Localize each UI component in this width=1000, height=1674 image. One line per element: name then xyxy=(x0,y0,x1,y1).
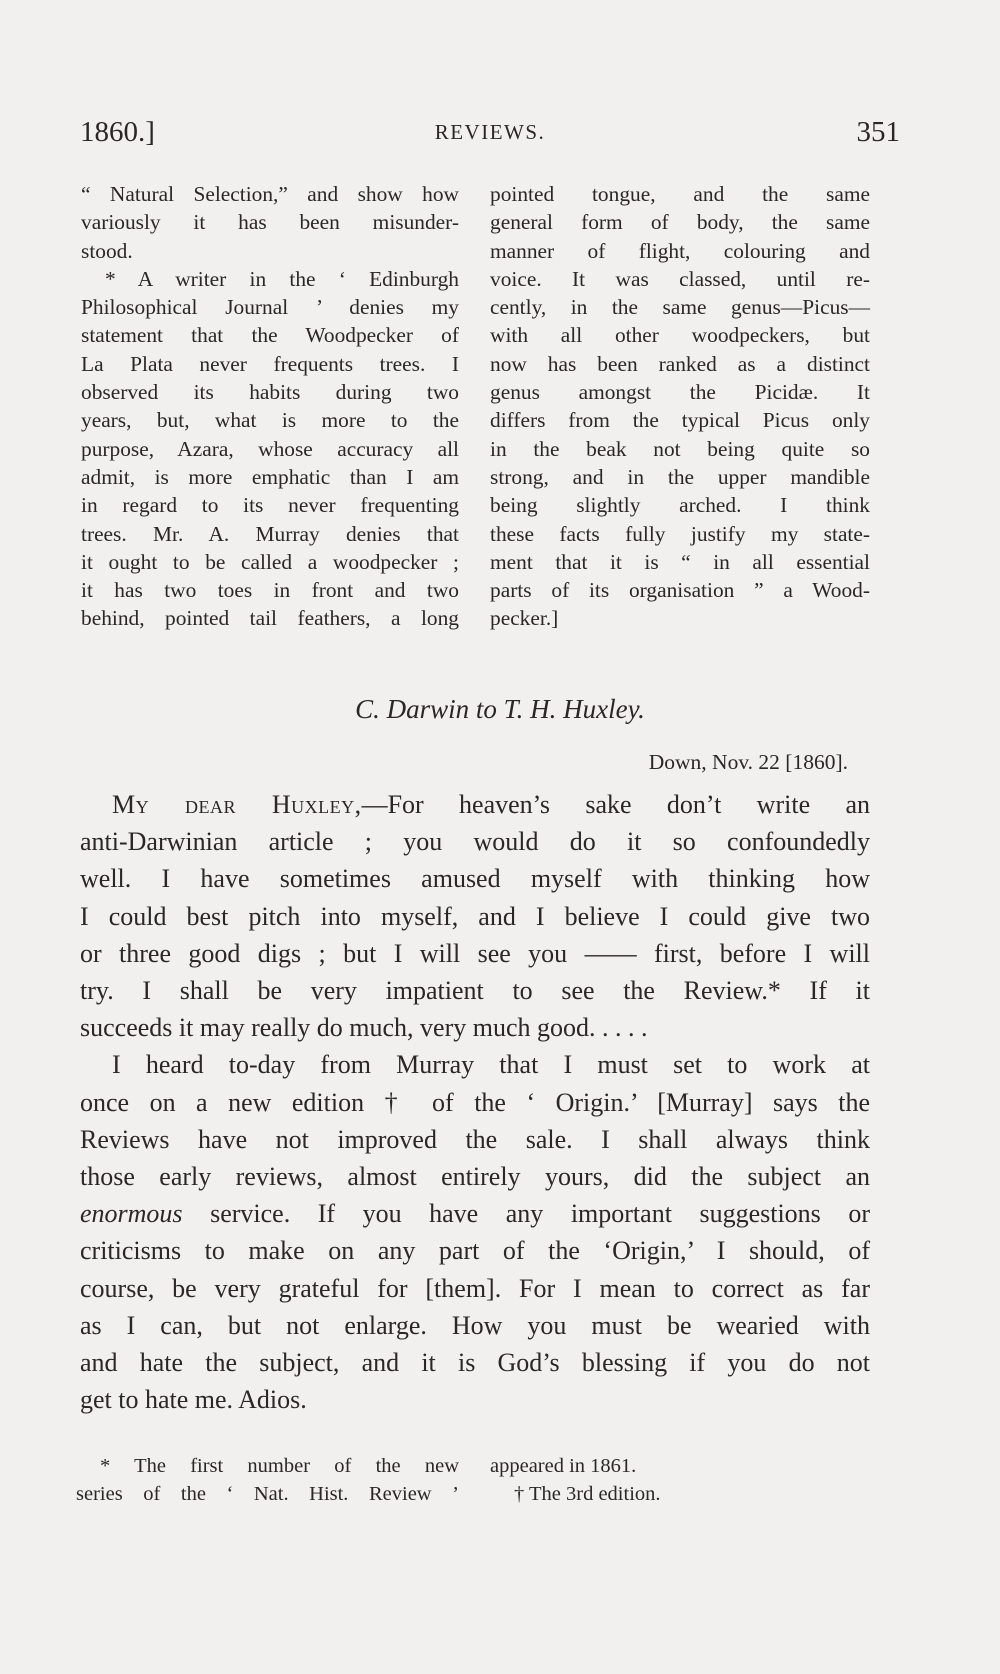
text-line: genus amongst the Picidæ. It xyxy=(490,380,870,405)
salutation: My dear Huxley, xyxy=(112,790,362,819)
running-head-title: REVIEWS. xyxy=(434,120,546,144)
text-line: Reviews have not improved the sale. I shall always think xyxy=(80,1124,870,1154)
text-line: as I can, but not enlarge. How you must be wearied with xyxy=(80,1310,870,1340)
text-line: those early reviews, almost entirely yours, did the subject an xyxy=(80,1162,870,1192)
footnote-left xyxy=(76,1452,459,1508)
text-line: voice. It was classed, until re- xyxy=(490,266,870,291)
text-line: I could best pitch into myself, and I believe I could give two xyxy=(80,901,870,931)
text-line: parts of its organisation ” a Wood- xyxy=(490,578,870,603)
text-line: succeeds it may really do much, very much good. . . . . xyxy=(80,1013,648,1043)
text-line: appeared in 1861. xyxy=(490,1455,637,1477)
text-line: cently, in the same genus—Picus— xyxy=(490,295,870,320)
text-line: criticisms to make on any part of the ‘Origin,’ I should, of xyxy=(80,1236,870,1266)
letter-heading: C. Darwin to T. H. Huxley. xyxy=(355,694,645,724)
text-line: I heard to-day from Murray that I must set to work at xyxy=(112,1050,870,1080)
text-line: get to hate me. Adios. xyxy=(80,1385,307,1415)
text-line: course, be very grateful for [them]. For I mean to correct as far xyxy=(80,1273,870,1303)
running-head-year: 1860.] xyxy=(80,116,155,148)
text-line: or three good digs ; but I will see you —— first, before I will xyxy=(80,938,870,968)
running-head xyxy=(80,112,900,152)
text-line: try. I shall be very impatient to see the Review.* If it xyxy=(80,976,870,1006)
text-line: and hate the subject, and it is God’s blessing if you do not xyxy=(80,1348,870,1378)
text-line xyxy=(80,1195,870,1232)
text-line: * A writer in the ‘ Edinburgh xyxy=(105,266,459,291)
text-line: pointed tongue, and the same xyxy=(490,182,870,206)
letter-dateline: Down, Nov. 22 [1860]. xyxy=(648,750,848,774)
text-line: being slightly arched. I think xyxy=(490,493,870,518)
text-run: service. If you have any important suggestions or xyxy=(182,1199,870,1229)
text-line: series of the ‘ Nat. Hist. Review ’ xyxy=(76,1483,459,1505)
text-line: in regard to its never frequenting xyxy=(81,493,459,518)
text-line: admit, is more emphatic than I am xyxy=(81,464,459,489)
text-line: these facts fully justify my state- xyxy=(490,521,870,546)
text-line: Philosophical Journal ’ denies my xyxy=(81,295,459,320)
text-line: it ought to be called a woodpecker ; xyxy=(81,549,459,574)
text-line: years, but, what is more to the xyxy=(81,408,459,433)
footnote-right xyxy=(490,1452,870,1508)
letter-body xyxy=(80,786,870,1418)
page-number: 351 xyxy=(856,116,900,148)
text-line: differs from the typical Picus only xyxy=(490,408,870,433)
text-line: purpose, Azara, whose accuracy all xyxy=(81,436,459,461)
text-line: observed its habits during two xyxy=(81,380,459,405)
text-line: general form of body, the same xyxy=(490,210,870,235)
text-line: with all other woodpeckers, but xyxy=(490,323,870,348)
text-line: variously it has been misunder- xyxy=(81,210,459,235)
text-line: † The 3rd edition. xyxy=(514,1483,661,1505)
text-line: well. I have sometimes amused myself with thinking how xyxy=(80,864,870,894)
footnote-column-right xyxy=(490,180,870,633)
text-line: trees. Mr. A. Murray denies that xyxy=(81,521,459,546)
text-line: anti-Darwinian article ; you would do it so confoundedly xyxy=(80,827,870,857)
text-line: manner of flight, colouring and xyxy=(490,238,870,263)
text-line: “ Natural Selection,” and show how xyxy=(81,182,459,206)
text-line: * The first number of the new xyxy=(100,1455,459,1477)
text-line: strong, and in the upper mandible xyxy=(490,464,870,489)
text-line: ment that it is “ in all essential xyxy=(490,549,870,574)
text-line xyxy=(80,786,870,823)
text-run: —For heaven’s sake don’t write an xyxy=(361,790,870,819)
emphasis: enormous xyxy=(80,1199,183,1229)
text-line: once on a new edition † of the ‘ Origin.’ [Murray] says the xyxy=(80,1087,870,1117)
text-line: stood. xyxy=(81,238,133,263)
text-line: La Plata never frequents trees. I xyxy=(81,351,459,376)
text-line: statement that the Woodpecker of xyxy=(81,323,459,348)
text-line: now has been ranked as a distinct xyxy=(490,351,870,376)
text-line: it has two toes in front and two xyxy=(81,578,459,603)
text-line: in the beak not being quite so xyxy=(490,436,870,461)
text-line: pecker.] xyxy=(490,606,559,631)
text-line: behind, pointed tail feathers, a long xyxy=(81,606,459,631)
footnote-column-left xyxy=(81,180,459,633)
